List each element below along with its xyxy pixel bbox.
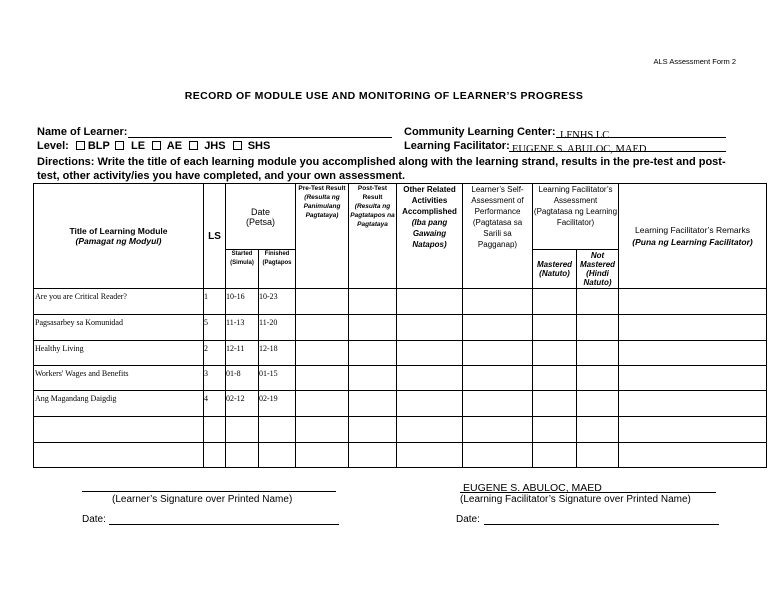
- header-not-mastered: Not Mastered (Hindi Natuto): [577, 250, 619, 289]
- cell-self-assessment[interactable]: [463, 417, 533, 443]
- learner-name-label: Name of Learner:: [37, 126, 128, 138]
- cell-posttest[interactable]: [349, 366, 397, 391]
- cell-not-mastered[interactable]: [577, 289, 619, 315]
- header-pretest-fil: (Resulta ng Panimulang Pagtataya): [303, 194, 341, 219]
- header-posttest: [349, 184, 397, 289]
- cell-posttest[interactable]: [349, 315, 397, 341]
- table-body: [34, 289, 767, 468]
- cell-started[interactable]: [226, 417, 259, 443]
- level-checkbox-jhs[interactable]: [189, 141, 198, 150]
- facilitator-label: Learning Facilitator:: [404, 140, 510, 152]
- facilitator-field[interactable]: [509, 139, 726, 155]
- cell-remarks[interactable]: [619, 289, 767, 315]
- cell-not-mastered[interactable]: [577, 417, 619, 443]
- page-title: RECORD OF MODULE USE AND MONITORING OF LEARNER’S PROGRESS: [184, 90, 584, 102]
- table-row: [34, 289, 767, 315]
- cell-other-activities[interactable]: [397, 341, 463, 366]
- cell-ls[interactable]: [204, 443, 226, 468]
- level-option-blp: BLP: [87, 140, 110, 152]
- cell-self-assessment[interactable]: [463, 289, 533, 315]
- cell-finished[interactable]: [259, 443, 296, 468]
- header-module-title-text: Title of Learning Module: [69, 226, 168, 236]
- cell-other-activities[interactable]: [397, 391, 463, 417]
- table-row: [34, 443, 767, 468]
- header-pretest: [296, 184, 349, 289]
- cell-ls[interactable]: 1: [204, 289, 226, 315]
- cell-self-assessment[interactable]: [463, 443, 533, 468]
- cell-remarks[interactable]: [619, 391, 767, 417]
- header-module-title-fil: (Pamagat ng Modyul): [75, 236, 162, 246]
- cell-mastered[interactable]: [533, 289, 577, 315]
- cell-not-mastered[interactable]: [577, 391, 619, 417]
- level-checkbox-blp[interactable]: [76, 141, 85, 150]
- level-label: Level:: [37, 140, 69, 152]
- level-checkbox-le[interactable]: [115, 141, 124, 150]
- cell-remarks[interactable]: [619, 341, 767, 366]
- cell-remarks[interactable]: [619, 443, 767, 468]
- header-module-title: [34, 184, 204, 289]
- learner-date-label: Date:: [82, 514, 106, 525]
- facilitator-signature-caption: (Learning Facilitator’s Signature over Printed Name): [460, 494, 691, 505]
- level-option-ae: AE: [166, 140, 183, 152]
- cell-module-title[interactable]: Ang Magandang Daigdig: [34, 391, 204, 417]
- cell-not-mastered[interactable]: [577, 366, 619, 391]
- cell-module-title[interactable]: [34, 443, 204, 468]
- cell-module-title[interactable]: Pagsasarbey sa Komunidad: [34, 315, 204, 341]
- header-date: [226, 184, 296, 250]
- cell-other-activities[interactable]: [397, 315, 463, 341]
- header-lf-assess-fil: (Pagtatasa ng Learning Facilitator): [533, 207, 618, 227]
- cell-mastered[interactable]: [533, 391, 577, 417]
- cell-mastered[interactable]: [533, 366, 577, 391]
- table-row: [34, 391, 767, 417]
- header-posttest-fil: (Resulta ng Pagtatapos na Pagtataya: [350, 203, 395, 228]
- cell-started[interactable]: 12-11: [226, 341, 259, 366]
- cell-ls[interactable]: 2: [204, 341, 226, 366]
- cell-not-mastered[interactable]: [577, 443, 619, 468]
- cell-posttest[interactable]: [349, 341, 397, 366]
- cell-posttest[interactable]: [349, 417, 397, 443]
- cell-finished[interactable]: 10-23: [259, 289, 296, 315]
- cell-started[interactable]: 11-13: [226, 315, 259, 341]
- cell-ls[interactable]: 5: [204, 315, 226, 341]
- cell-mastered[interactable]: [533, 315, 577, 341]
- learner-date-field[interactable]: [109, 513, 339, 525]
- cell-remarks[interactable]: [619, 315, 767, 341]
- form-number: ALS Assessment Form 2: [653, 57, 736, 66]
- header-pretest-text: Pre-Test Result: [298, 185, 346, 192]
- level-checkbox-shs[interactable]: [233, 141, 242, 150]
- header-date-text: Date: [250, 206, 270, 217]
- cell-ls[interactable]: 4: [204, 391, 226, 417]
- cell-module-title[interactable]: Workers' Wages and Benefits: [34, 366, 204, 391]
- cell-posttest[interactable]: [349, 289, 397, 315]
- cell-not-mastered[interactable]: [577, 341, 619, 366]
- cell-finished[interactable]: 01-15: [259, 366, 296, 391]
- cell-pretest[interactable]: [296, 417, 349, 443]
- clc-field[interactable]: [556, 125, 726, 141]
- cell-not-mastered[interactable]: [577, 315, 619, 341]
- table-row: [34, 417, 767, 443]
- level-option-le: LE: [131, 140, 146, 152]
- cell-started[interactable]: [226, 443, 259, 468]
- header-other-activities: [397, 184, 463, 289]
- cell-finished[interactable]: 02-19: [259, 391, 296, 417]
- level-option-jhs: JHS: [204, 140, 226, 152]
- header-remarks-text: Learning Facilitator’s Remarks: [635, 225, 750, 235]
- header-lf-assess-text: Learning Facilitator’s Assessment: [538, 185, 613, 205]
- facilitator-signature-line[interactable]: [460, 481, 716, 493]
- header-self-text: Learner’s Self-Assessment of Performance: [471, 185, 524, 216]
- learner-signature-caption: (Learner’s Signature over Printed Name): [112, 494, 293, 505]
- header-lf-assessment: [533, 184, 619, 250]
- cell-pretest[interactable]: [296, 341, 349, 366]
- header-finished: Finished (Pagtapos: [259, 250, 296, 289]
- level-row: [37, 140, 127, 152]
- cell-started[interactable]: 10-16: [226, 289, 259, 315]
- cell-pretest[interactable]: [296, 443, 349, 468]
- cell-started[interactable]: 01-8: [226, 366, 259, 391]
- cell-module-title[interactable]: [34, 417, 204, 443]
- cell-posttest[interactable]: [349, 443, 397, 468]
- cell-finished[interactable]: 12-18: [259, 341, 296, 366]
- directions: Directions: Write the title of each learning module you accomplished along with the learning strand, results in the pre-test and post-test, other activity/ies you have completed, and your own assessment.: [37, 156, 726, 182]
- cell-finished[interactable]: 11-20: [259, 315, 296, 341]
- header-self-assessment: [463, 184, 533, 289]
- header-ls: LS: [204, 184, 226, 289]
- facilitator-date-label: Date:: [456, 514, 480, 525]
- cell-finished[interactable]: [259, 417, 296, 443]
- clc-label: Community Learning Center:: [404, 126, 556, 138]
- cell-ls[interactable]: 3: [204, 366, 226, 391]
- cell-other-activities[interactable]: [397, 289, 463, 315]
- cell-module-title[interactable]: Are you are Critical Reader?: [34, 289, 204, 315]
- learner-signature-line[interactable]: [82, 481, 336, 492]
- level-checkbox-ae[interactable]: [152, 141, 161, 150]
- cell-posttest[interactable]: [349, 391, 397, 417]
- cell-self-assessment[interactable]: [463, 391, 533, 417]
- cell-other-activities[interactable]: [397, 366, 463, 391]
- cell-other-activities[interactable]: [397, 417, 463, 443]
- cell-self-assessment[interactable]: [463, 341, 533, 366]
- cell-pretest[interactable]: [296, 366, 349, 391]
- facilitator-value: EUGENE S. ABULOC, MAED: [512, 144, 647, 155]
- cell-module-title[interactable]: Healthy Living: [34, 341, 204, 366]
- level-option-shs: SHS: [247, 140, 271, 152]
- table-row: [34, 315, 767, 341]
- table-row: [34, 366, 767, 391]
- cell-pretest[interactable]: [296, 289, 349, 315]
- header-date-fil: (Petsa): [245, 216, 275, 227]
- cell-pretest[interactable]: [296, 315, 349, 341]
- header-other-fil: (Iba pang Gawaing Natapos): [411, 218, 448, 249]
- cell-mastered[interactable]: [533, 341, 577, 366]
- cell-other-activities[interactable]: [397, 443, 463, 468]
- module-record-table: [33, 183, 767, 468]
- facilitator-printed-name: EUGENE S. ABULOC, MAED: [463, 482, 602, 494]
- header-self-fil: (Pagtatasa sa Sarili sa Pagganap): [472, 218, 523, 249]
- header-remarks-fil: (Puna ng Learning Facilitator): [632, 237, 753, 247]
- cell-self-assessment[interactable]: [463, 366, 533, 391]
- cell-ls[interactable]: [204, 417, 226, 443]
- cell-remarks[interactable]: [619, 366, 767, 391]
- facilitator-date-field[interactable]: [484, 513, 719, 525]
- header-other-text: Other Related Activities Accomplished: [402, 185, 457, 216]
- header-posttest-text: Post-Test Result: [357, 185, 388, 201]
- header-remarks: [619, 184, 767, 289]
- learner-name-field[interactable]: [128, 126, 392, 138]
- header-mastered: Mastered (Natuto): [533, 250, 577, 289]
- cell-remarks[interactable]: [619, 417, 767, 443]
- header-started: Started (Simula): [226, 250, 259, 289]
- table-row: [34, 341, 767, 366]
- cell-mastered[interactable]: [533, 417, 577, 443]
- cell-pretest[interactable]: [296, 391, 349, 417]
- cell-mastered[interactable]: [533, 443, 577, 468]
- cell-self-assessment[interactable]: [463, 315, 533, 341]
- cell-started[interactable]: 02-12: [226, 391, 259, 417]
- clc-value: LFNHS LC: [560, 130, 610, 141]
- level-row-2: [131, 140, 270, 152]
